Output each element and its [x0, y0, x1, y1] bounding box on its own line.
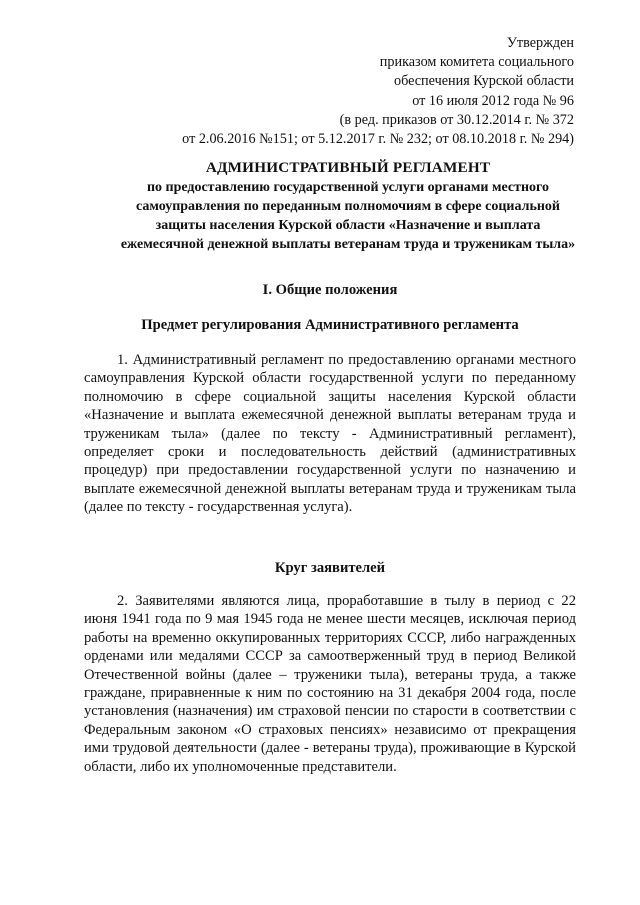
section-heading-general: I. Общие положения: [262, 282, 398, 298]
subsection-heading-applicants: Круг заявителей: [274, 560, 386, 576]
approval-line: приказом комитета социального: [379, 54, 574, 71]
approval-line: (в ред. приказов от 30.12.2014 г. № 372: [339, 111, 574, 128]
approval-stamp: [182, 34, 574, 149]
document-subtitle: по предоставлению государственной услуги органами местного самоуправления по переданным полномочиям в сфере социальной защиты населения Курской области «Назначение и выплата ежемесячной денежной выплаты ветеранам труда и труженикам тыла»: [120, 180, 576, 252]
approval-line: от 2.06.2016 №151; от 5.12.2017 г. № 232; от 08.10.2018 г. № 294): [182, 131, 574, 148]
document-title-block: [118, 158, 578, 254]
subsection-heading-subject: Предмет регулирования Административного регламента: [141, 317, 519, 333]
paragraph-2: 2. Заявителями являются лица, проработавшие в тылу в период с 22 июня 1941 года по 9 мая 1945 года не менее шести месяцев, исключая период работы на временно оккупированных территориях СССР, либо награжденных орденами или медалями СССР за самоотверженный труд в период Великой Отечественной войны (далее – труженики тыла), ветераны труда, а также граждане, приравненные к ним по состоянию на 31 декабря 2004 года, после установления (назначения) им страховой пенсии по старости в соответствии с Федеральным законом «О страховых пенсиях» независимо от прекращения ими трудовой деятельности (далее - ветераны труда), проживающие в Курской области, либо их уполномоченные представители.: [84, 593, 576, 775]
approval-line: от 16 июля 2012 года № 96: [412, 92, 574, 109]
paragraph-1: 1. Административный регламент по предоставлению органами местного самоуправления Курской области государственной услуги по переданному полномочию в сфере социальной защиты населения Курской области «Назначение и выплата ежемесячной денежной выплаты ветеранам труда и труженикам тыла» (далее по тексту - Административный регламент), определяет сроки и последовательность действий (административных процедур) при предоставлении государственной услуги по назначению и выплате ежемесячной денежной выплаты ветеранам труда и труженикам тыла (далее по тексту - государственная услуга).: [84, 352, 576, 516]
document-title: АДМИНИСТРАТИВНЫЙ РЕГЛАМЕНТ: [205, 159, 491, 176]
approval-line: обеспечения Курской области: [393, 73, 574, 90]
approval-line: Утвержден: [506, 35, 574, 51]
